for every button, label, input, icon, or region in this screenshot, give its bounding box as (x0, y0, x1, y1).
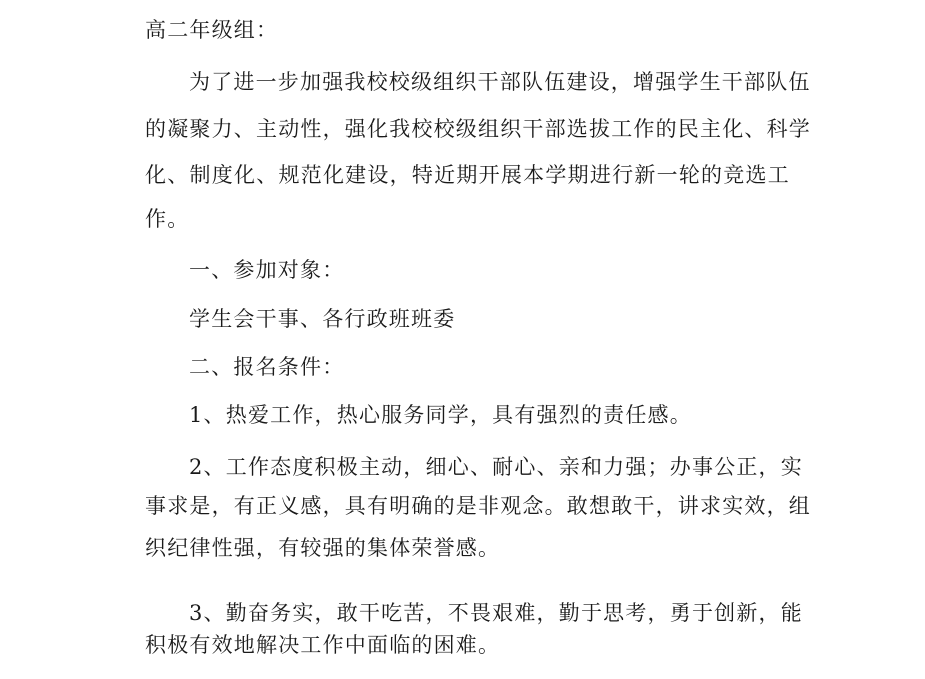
condition-item-2-line-1: 2、工作态度积极主动，细心、耐心、亲和力强；办事公正，实 (189, 455, 803, 479)
intro-line-4: 作。 (145, 207, 190, 231)
intro-line-3: 化、制度化、规范化建设，特近期开展本学期进行新一轮的竞选工 (145, 163, 790, 187)
condition-item-3-line-2: 积极有效地解决工作中面临的困难。 (145, 633, 501, 657)
intro-line-1: 为了进一步加强我校校级组织干部队伍建设，增强学生干部队伍 (189, 70, 811, 94)
section2-title: 二、报名条件： (189, 355, 345, 379)
condition-item-2-line-2: 事求是，有正义感，具有明确的是非观念。敢想敢干，讲求实效，组 (145, 494, 811, 518)
intro-line-2: 的凝聚力、主动性，强化我校校级组织干部选拔工作的民主化、科学 (145, 117, 811, 141)
document-heading: 高二年级组： (145, 18, 279, 42)
section1-title: 一、参加对象： (189, 258, 345, 282)
condition-item-3-line-1: 3、勤奋务实，敢干吃苦，不畏艰难，勤于思考，勇于创新，能 (189, 601, 803, 625)
condition-item-2-line-3: 织纪律性强，有较强的集体荣誉感。 (145, 536, 501, 560)
section1-content: 学生会干事、各行政班班委 (189, 307, 456, 331)
condition-item-1: 1、热爱工作，热心服务同学，具有强烈的责任感。 (189, 403, 692, 427)
